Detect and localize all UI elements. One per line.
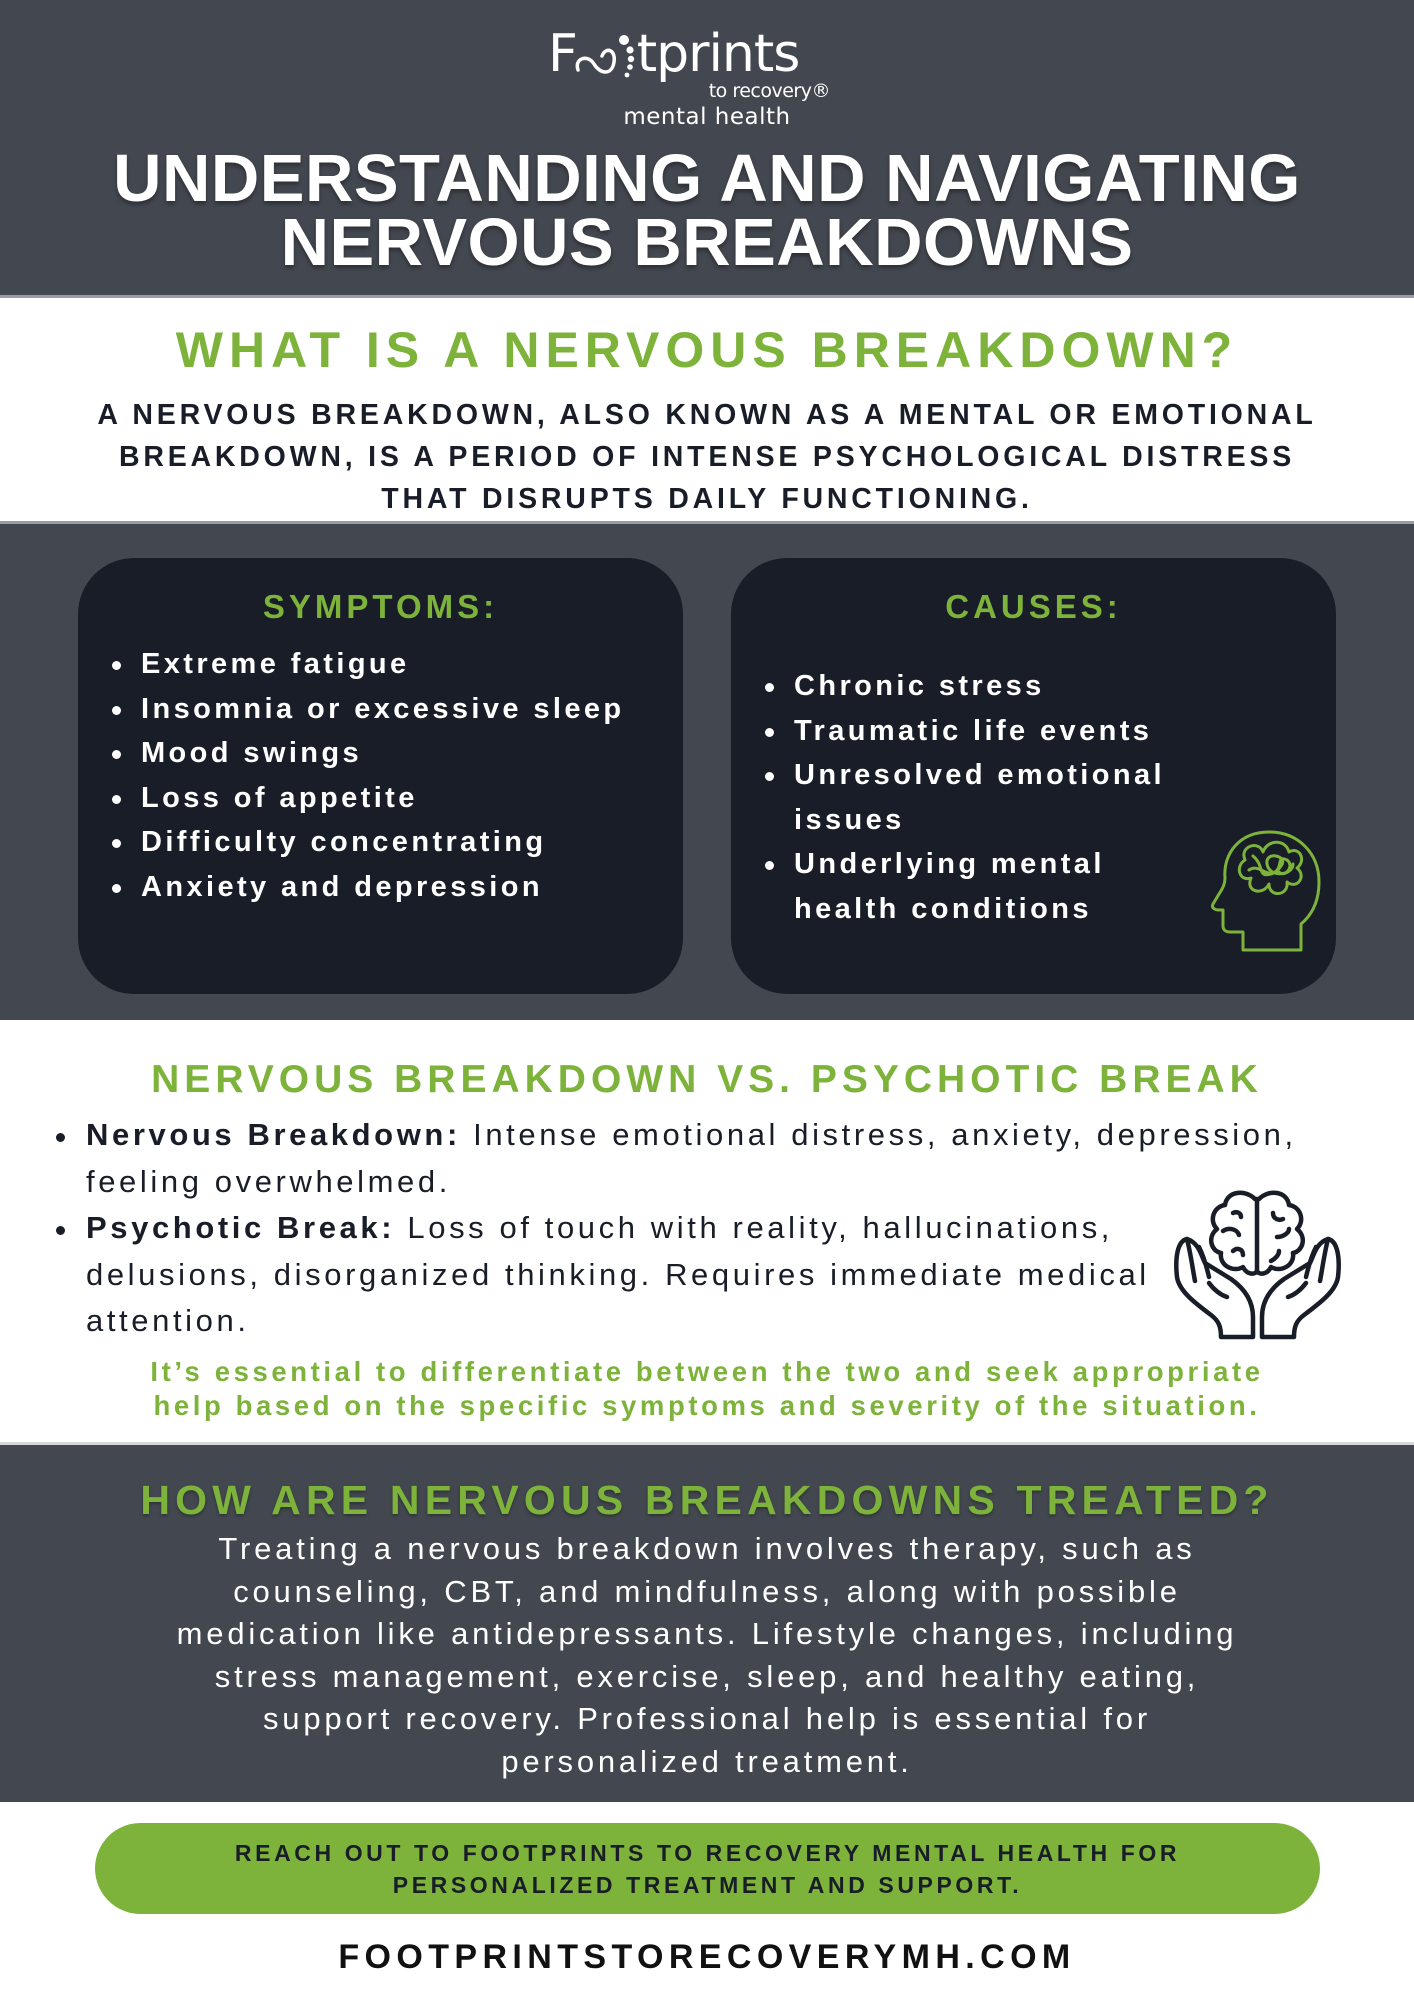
- bullet-icon: [112, 839, 121, 848]
- treatment-section: [0, 1445, 1414, 1802]
- comparison-item-nervous-breakdown: [48, 1112, 1328, 1205]
- symptoms-title: SYMPTOMS:: [262, 588, 499, 625]
- header-banner: [0, 0, 1414, 295]
- page-title-line-2: NERVOUS BREAKDOWNS: [280, 205, 1134, 280]
- treatment-heading: HOW ARE NERVOUS BREAKDOWNS TREATED?: [140, 1477, 1274, 1523]
- causes-title: CAUSES:: [945, 588, 1122, 625]
- comparison-description: Loss of touch with reality, hallucinations, delusions, disorganized thinking. Requires immediate medical attention.: [86, 1210, 1150, 1338]
- website-link[interactable]: FOOTPRINTSTORECOVERYMH.COM: [338, 1938, 1076, 1976]
- logo-tagline: mental health: [623, 104, 791, 130]
- bullet-icon: [112, 884, 121, 893]
- bullet-icon: [765, 772, 774, 781]
- brain-in-hands-icon: [1165, 1185, 1350, 1345]
- comparison-item-psychotic-break: [48, 1205, 1158, 1345]
- bullet-icon: [765, 683, 774, 692]
- bullet-icon: [112, 661, 121, 670]
- logo-wordmark: F tprints: [548, 24, 800, 84]
- treatment-text: Treating a nervous breakdown involves therapy, such as counseling, CBT, and mindfulness, along with possible medication like antidepressants. Lifestyle changes, including stress management, exercise, sleep, and healthy eating, support recovery. Professional help is essential for personalized treatment.: [176, 1531, 1238, 1779]
- head-tangled-thoughts-icon: [1209, 826, 1324, 956]
- symptom-item: Loss of appetite: [106, 776, 673, 821]
- definition-section: [0, 295, 1414, 524]
- causes-card: [731, 558, 1336, 994]
- comparison-term: Nervous Breakdown:: [86, 1117, 461, 1152]
- symptoms-card: [78, 558, 683, 994]
- brand-logo: [548, 24, 838, 104]
- definition-heading: WHAT IS A NERVOUS BREAKDOWN?: [175, 322, 1239, 378]
- cause-item: Unresolved emotional issues: [759, 753, 1229, 842]
- cause-item: Traumatic life events: [759, 709, 1326, 754]
- comparison-description: Intense emotional distress, anxiety, depression, feeling overwhelmed.: [86, 1117, 1297, 1199]
- symptom-item: Anxiety and depression: [106, 865, 673, 910]
- contact-cta-button[interactable]: [95, 1823, 1320, 1914]
- cause-item: Underlying mental health conditions: [759, 842, 1189, 931]
- symptoms-list: [106, 642, 673, 909]
- bullet-icon: [765, 728, 774, 737]
- bullet-icon: [112, 795, 121, 804]
- symptom-item: Difficulty concentrating: [106, 820, 673, 865]
- comparison-heading: NERVOUS BREAKDOWN VS. PSYCHOTIC BREAK: [151, 1058, 1263, 1101]
- bullet-icon: [56, 1226, 65, 1235]
- symptom-item: Insomnia or excessive sleep: [106, 687, 673, 732]
- cause-item: Chronic stress: [759, 664, 1326, 709]
- cta-line-1: REACH OUT TO FOOTPRINTS TO RECOVERY MENTAL HEALTH FOR: [234, 1839, 1181, 1866]
- definition-text: [0, 394, 1414, 520]
- definition-line: THAT DISRUPTS DAILY FUNCTIONING.: [381, 483, 1033, 515]
- definition-line: BREAKDOWN, IS A PERIOD OF INTENSE PSYCHOLOGICAL DISTRESS: [118, 441, 1296, 473]
- page-title-line-1: UNDERSTANDING AND NAVIGATING: [113, 141, 1301, 216]
- symptom-item: Extreme fatigue: [106, 642, 673, 687]
- page-title: [0, 141, 1414, 280]
- comparison-term: Psychotic Break:: [86, 1210, 396, 1245]
- bullet-icon: [765, 861, 774, 870]
- footprint-icon: [572, 32, 642, 84]
- cta-line-2: PERSONALIZED TREATMENT AND SUPPORT.: [392, 1871, 1023, 1898]
- symptom-item: Mood swings: [106, 731, 673, 776]
- bullet-icon: [112, 750, 121, 759]
- bullet-icon: [56, 1133, 65, 1142]
- symptoms-causes-section: [0, 524, 1414, 1020]
- bullet-icon: [112, 706, 121, 715]
- comparison-section: [0, 1020, 1414, 1445]
- comparison-note: It’s essential to differentiate between the two and seek appropriate help based on the specific symptoms and severity of the situation.: [150, 1356, 1264, 1421]
- comparison-list: [48, 1112, 1297, 1345]
- definition-line: A NERVOUS BREAKDOWN, ALSO KNOWN AS A MENTAL OR EMOTIONAL: [97, 399, 1317, 431]
- logo-subtitle: to recovery®: [708, 80, 830, 102]
